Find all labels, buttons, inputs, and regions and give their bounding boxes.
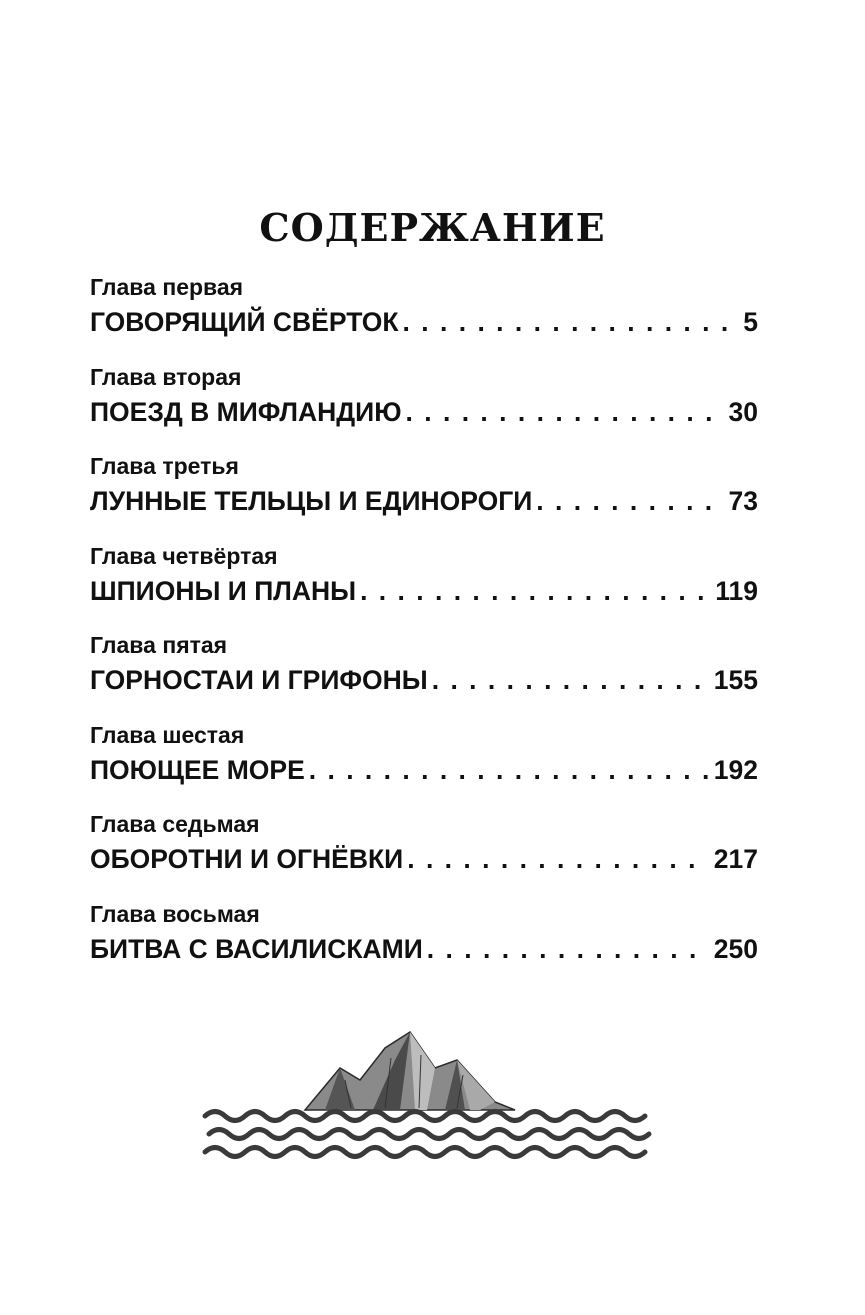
page-number: 73 [728,486,758,516]
page-number: 30 [728,396,758,427]
dot-leader [406,392,723,432]
chapter-label: Глава вторая [90,363,242,390]
chapter-title: ЛУННЫЕ ТЕЛЬЦЫ И ЕДИНОРОГИ [90,486,533,516]
page-number: 250 [713,933,758,964]
chapter-label: Глава восьмая [90,900,260,927]
page-title: СОДЕРЖАНИЕ [259,205,606,251]
dot-leader [309,750,708,790]
mountains-icon [305,1032,515,1110]
chapter-title: ОБОРОТНИ И ОГНЁВКИ [90,844,404,874]
toc-entry-4[interactable] [90,541,758,631]
chapter-label: Глава седьмая [90,811,260,837]
dot-leader [427,929,708,969]
chapter-line [90,481,758,521]
chapter-line [90,750,758,790]
dot-leader [407,839,708,879]
page-number: 192 [713,754,758,785]
chapter-line [90,839,758,879]
chapter-line [90,302,758,342]
chapter-title: ГОВОРЯЩИЙ СВЁРТОК [90,307,399,337]
toc-entry-5[interactable] [90,630,758,720]
page-number: 217 [713,844,758,874]
chapter-line [90,571,758,611]
toc-entry-1[interactable] [90,272,758,362]
chapter-line [90,660,758,700]
chapter-label: Глава четвёртая [90,542,278,569]
toc-entry-3[interactable] [90,451,758,541]
chapter-label: Глава шестая [90,721,245,748]
page-number: 5 [743,307,758,337]
dot-leader [432,660,708,700]
page-number: 155 [713,665,758,695]
chapter-title: ГОРНОСТАИ И ГРИФОНЫ [90,665,428,695]
toc-entry-8[interactable] [90,899,758,989]
chapter-title: ПОЕЗД В МИФЛАНДИЮ [90,396,402,427]
chapter-label: Глава первая [90,274,244,300]
toc-entry-6[interactable] [90,720,758,810]
chapter-title: ШПИОНЫ И ПЛАНЫ [90,575,357,606]
chapter-title: ПОЮЩЕЕ МОРЕ [90,754,305,785]
dot-leader [536,481,722,521]
waves-icon [205,1112,649,1157]
chapter-label: Глава пятая [90,632,228,658]
dot-leader [403,302,738,342]
table-of-contents [90,272,758,988]
toc-entry-2[interactable] [90,362,758,452]
chapter-line [90,929,758,969]
chapter-line [90,392,758,432]
mountain-island-waves-icon [195,1030,660,1160]
chapter-title: БИТВА С ВАСИЛИСКАМИ [90,933,423,964]
chapter-label: Глава третья [90,453,239,479]
page-number: 119 [715,575,758,606]
dot-leader [360,571,709,611]
toc-entry-7[interactable] [90,809,758,899]
